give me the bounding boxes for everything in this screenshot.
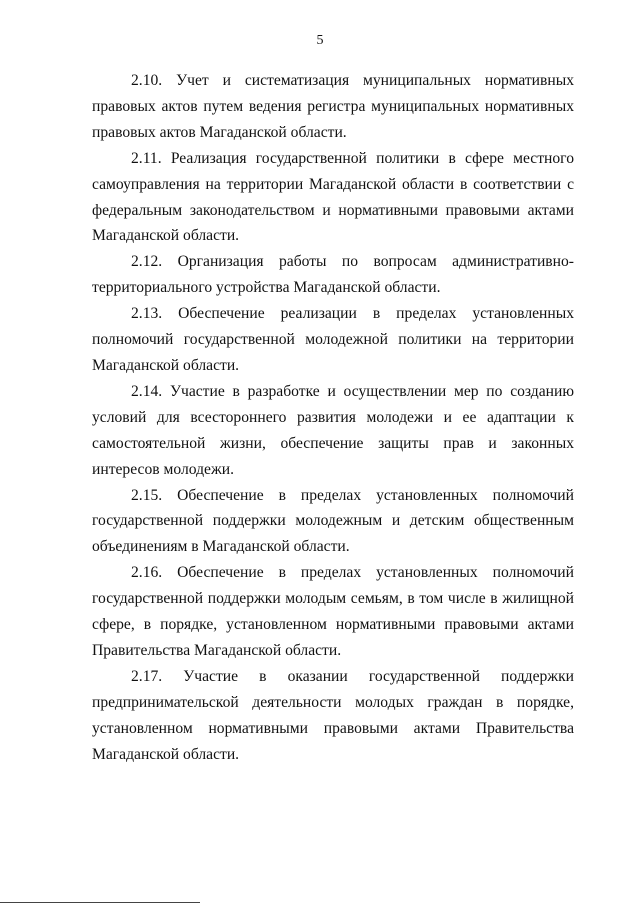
paragraph-2-12: 2.12. Организация работы по вопросам административно-территориального устройства Магаданской области. <box>92 253 574 297</box>
paragraph-2-15: 2.15. Обеспечение в пределах установленных полномочий государственной поддержки молодежным и детским общественным объединениям в Магаданской области. <box>92 486 574 556</box>
page-number: 5 <box>316 33 324 48</box>
document-body <box>92 68 574 767</box>
paragraph-2-16: 2.16. Обеспечение в пределах установленных полномочий государственной поддержки молодым семьям, в том числе в жилищной сфере, в порядке, установленном нормативными правовыми актами Правительства Магаданской области. <box>92 564 574 659</box>
scan-edge-line <box>0 902 200 903</box>
paragraph-2-11: 2.11. Реализация государственной политики в сфере местного самоуправления на территории Магаданской области в соответствии с федеральным законодательством и нормативными правовыми актами Магаданской области. <box>92 149 574 245</box>
paragraph-2-14: 2.14. Участие в разработке и осуществлении мер по созданию условий для всестороннего развития молодежи и ее адаптации к самостоятельной жизни, обеспечение защиты прав и законных интересов молодежи. <box>92 382 574 478</box>
paragraph-2-13: 2.13. Обеспечение реализации в пределах установленных полномочий государственной молодежной политики на территории Магаданской области. <box>92 305 574 374</box>
paragraph-2-10: 2.10. Учет и систематизация муниципальных нормативных правовых актов путем ведения регистра муниципальных нормативных правовых актов Магаданской области. <box>92 72 574 141</box>
paragraph-2-17: 2.17. Участие в оказании государственной поддержки предпринимательской деятельности молодых граждан в порядке, установленном нормативными правовыми актами Правительства Магаданской области. <box>92 667 574 763</box>
